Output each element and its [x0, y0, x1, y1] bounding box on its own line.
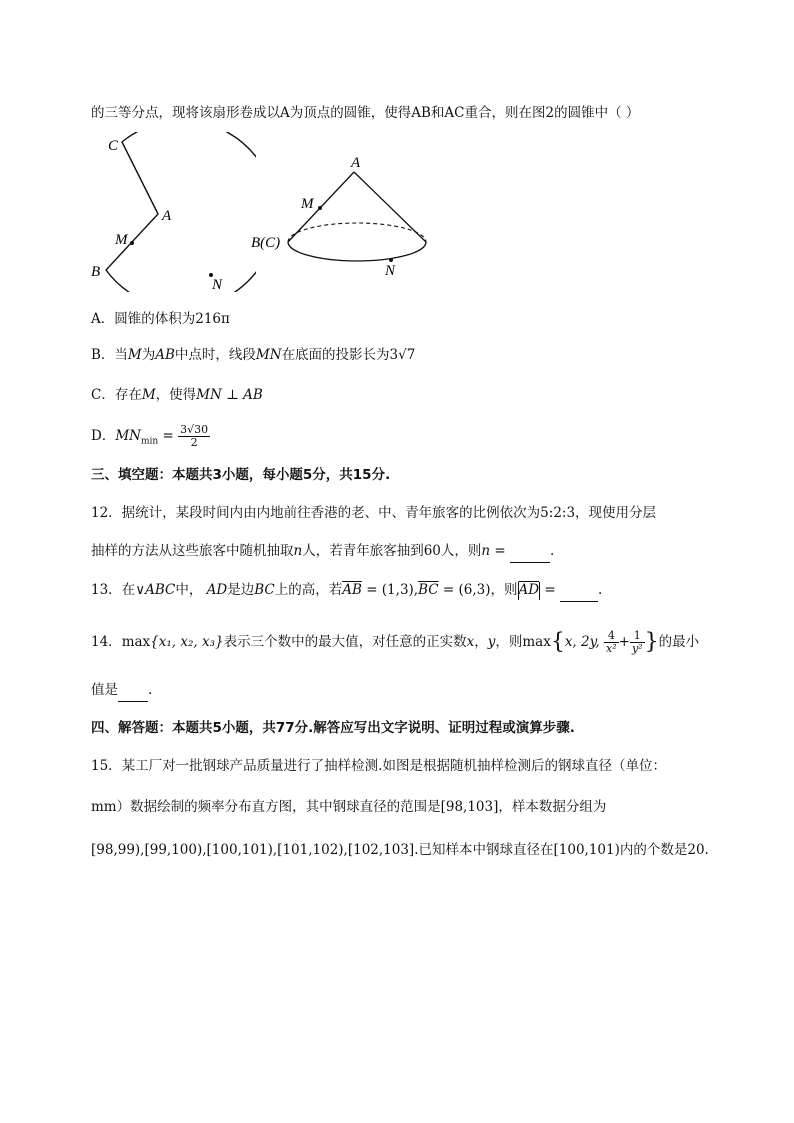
- q12-line2-mid: 人，若青年旅客抽到60人，则: [302, 543, 482, 559]
- fig1-label-c: C: [108, 138, 119, 154]
- option-b-ab: AB: [155, 347, 175, 363]
- q14-inner: x, 2y,: [564, 634, 600, 650]
- q13-vector-bc: $\overline{BC}$: [418, 582, 439, 598]
- q14-pre: 14．: [91, 634, 122, 650]
- q13-vector-ab: $\overline{AB}$: [342, 582, 362, 598]
- fig1-label-n: N: [212, 277, 223, 292]
- section-3-heading: 三、填空题：本题共3小题，每小题5分，共15分.: [91, 467, 391, 483]
- q14-x: x: [466, 634, 475, 650]
- q13-pre: 13．在: [91, 582, 136, 598]
- option-d-letter: D．: [91, 428, 116, 444]
- option-d: [91, 420, 210, 452]
- option-d-fraction: [178, 424, 210, 449]
- q13-abs-right-bar: [539, 582, 540, 600]
- q14-answer-blank: [118, 683, 148, 702]
- option-b-mn: MN: [255, 347, 282, 363]
- q13-mid2: 是边: [227, 582, 255, 598]
- q15-line3-mid: .已知样本中钢球直径在: [414, 842, 554, 858]
- option-d-den: 2: [190, 436, 198, 449]
- q15-range: [98,103]: [440, 799, 499, 815]
- q13-abs-ad: $\overline{AD}$: [518, 582, 540, 598]
- option-b-m: M: [127, 347, 142, 363]
- option-a-letter: A．: [91, 311, 115, 327]
- q13-eq: =: [544, 582, 556, 598]
- fig2-label-bc: B(C): [251, 235, 281, 251]
- option-d-num: 3√30: [180, 423, 209, 436]
- q14-frac2-den: y²: [631, 642, 643, 655]
- q15-line1: 15．某工厂对一批钢球产品质量进行了抽样检测.如图是根据随机抽样检测后的钢球直径（单位：: [91, 758, 666, 774]
- q14-frac1-den: x²: [606, 642, 617, 655]
- q14-max1: max: [121, 634, 151, 650]
- q14-y: y: [487, 634, 496, 650]
- q13-end: .: [598, 582, 603, 598]
- q13-value-ab: = (1,3),: [366, 582, 419, 598]
- q13-triangle: ∨ABC: [135, 582, 176, 598]
- option-c-m: M: [141, 387, 156, 403]
- fig1-label-b: B: [91, 264, 101, 280]
- fig2-label-m: M: [301, 196, 314, 212]
- q15-groups: [98,99),[99,100),[100,101),[101,102),[102,103]: [91, 842, 415, 858]
- q13-mid3: 上的高，若: [274, 582, 343, 598]
- option-a-text: 圆锥的体积为216π: [114, 311, 230, 327]
- option-c: [91, 386, 263, 404]
- option-d-lhs: MN: [115, 428, 141, 444]
- q12-line2-pre: 抽样的方法从这些旅客中随机抽取: [91, 543, 294, 559]
- q14-set1: {x₁, x₂, x₃}: [150, 634, 224, 650]
- figure-sector: [86, 132, 256, 292]
- option-c-letter: C．: [91, 387, 115, 403]
- q15-line2: [91, 798, 606, 816]
- option-b-mid2: 中点时，线段: [174, 347, 256, 363]
- q14-tail: 的最小: [658, 634, 700, 650]
- option-c-mid: ，使得: [155, 387, 197, 403]
- option-c-pre: 存在: [114, 387, 142, 403]
- fig1-label-a: A: [162, 208, 172, 224]
- q12-line1: 12．据统计，某段时间内由内地前往香港的老、中、青年旅客的比例依次为5:2:3，现使用分层: [91, 505, 657, 521]
- q13-line: [91, 581, 602, 602]
- q14-line1: [91, 624, 699, 660]
- q14-plus: +: [618, 634, 630, 650]
- section-4-heading: 四、解答题：本题共5小题，共77分.解答应写出文字说明、证明过程或演算步骤.: [91, 720, 575, 736]
- q13-answer-blank: [560, 583, 598, 602]
- q13-mid1: 中，: [175, 582, 203, 598]
- q14-mid2: ，则: [495, 634, 523, 650]
- option-b: [91, 346, 415, 364]
- fig2-label-a: A: [351, 155, 361, 171]
- q15-line3: [91, 841, 709, 859]
- q11-stem-tail: 的三等分点，现将该扇形卷成以A为顶点的圆锥，使得AB和AC重合，则在图2的圆锥中（ ）: [91, 105, 640, 121]
- q14-right-brace: }: [644, 629, 659, 655]
- q14-frac2: [630, 630, 645, 655]
- q14-frac2-num: 1: [630, 630, 645, 643]
- q14-frac1: [604, 630, 619, 655]
- q15-line3-end: 内的个数是20.: [619, 842, 709, 858]
- q12-n: n: [293, 543, 303, 559]
- option-b-letter: B．: [91, 347, 115, 363]
- q12-line2-end: .: [550, 543, 555, 559]
- option-c-expr: MN ⊥ AB: [196, 387, 263, 403]
- q13-bc: BC: [254, 582, 275, 598]
- q13-ad: AD: [206, 582, 228, 598]
- q14-line2: [91, 681, 152, 702]
- option-b-pre: 当: [114, 347, 128, 363]
- q14-max2: max: [522, 634, 551, 650]
- fig1-label-m: M: [115, 232, 128, 248]
- q14-frac1-num: 4: [604, 630, 619, 643]
- q12-answer-blank: [510, 544, 550, 563]
- figure-cone: [248, 150, 438, 280]
- q14-comma: ，: [474, 634, 488, 650]
- fig2-label-n: N: [385, 263, 396, 279]
- q12-line2: [91, 542, 554, 563]
- option-b-tail: 在底面的投影长为3√7: [281, 347, 416, 363]
- option-d-eq: =: [162, 428, 174, 444]
- q13-mid4: ，则: [490, 582, 518, 598]
- option-d-sub: min: [140, 436, 159, 447]
- q14-line2-end: .: [148, 682, 153, 698]
- option-a: [91, 310, 230, 328]
- q14-left-brace: {: [550, 629, 565, 655]
- q14-line2-text: 值是: [91, 682, 118, 698]
- option-b-mid1: 为: [141, 347, 156, 363]
- q15-interval: [100,101): [553, 842, 620, 858]
- q13-value-bc: = (6,3): [442, 582, 491, 598]
- q15-line2-end: ，样本数据分组为: [498, 799, 607, 815]
- q14-mid1: 表示三个数中的最大值，对任意的正实数: [223, 634, 467, 650]
- q15-line2-pre: mm）数据绘制的频率分布直方图，其中钢球直径的范围是: [91, 799, 441, 815]
- q12-n-eq: n =: [481, 543, 506, 559]
